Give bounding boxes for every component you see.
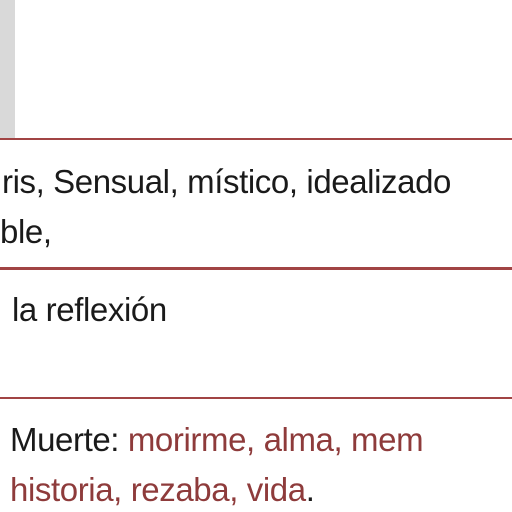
row1-text-line2: ble, bbox=[0, 213, 52, 250]
row3-keywords-line2: historia, rezaba, vida bbox=[10, 471, 306, 508]
row3-keywords-line1: morirme, alma, mem bbox=[127, 421, 424, 458]
table-rule-middle bbox=[0, 267, 512, 270]
table-rule-top bbox=[0, 138, 512, 140]
left-gray-bar bbox=[0, 0, 15, 139]
row1-text-line1: ris, Sensual, místico, idealizado bbox=[2, 163, 452, 200]
row3-text-line2 bbox=[10, 470, 314, 510]
table-rule-bottom bbox=[0, 397, 512, 399]
row2-text-line1: la reflexión bbox=[12, 291, 167, 328]
row3-label: Muerte: bbox=[10, 421, 128, 458]
row3-period: . bbox=[305, 471, 315, 508]
row3-text-line1 bbox=[10, 420, 423, 460]
